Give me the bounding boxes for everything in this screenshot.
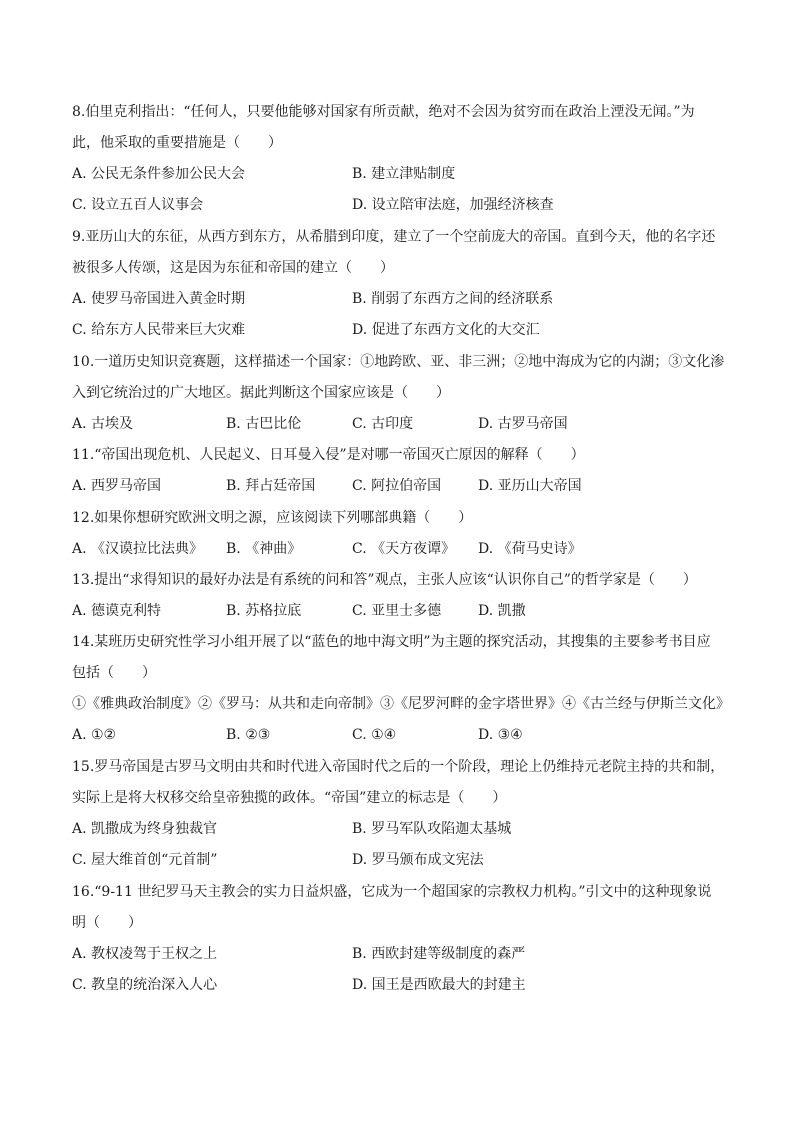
question-9-option-a: A. 使罗马帝国进入黄金时期: [72, 291, 246, 307]
question-16-option-b: B. 西欧封建等级制度的森严: [352, 946, 526, 962]
question-9-option-d: D. 促进了东西方文化的大交汇: [352, 322, 540, 338]
question-13-option-c: C. 亚里士多德: [352, 603, 442, 619]
question-10-option-b: B. 古巴比伦: [226, 416, 302, 432]
question-8-option-a: A. 公民无条件参加公民大会: [72, 166, 246, 182]
question-8-option-c: C. 设立五百人议事会: [72, 197, 204, 213]
question-9-stem-line-1: 9.亚历山大的东征，从西方到东方，从希腊到印度，建立了一个空前庞大的帝国。直到今天，他的名字还: [72, 229, 716, 245]
question-12-option-a: A. 《汉谟拉比法典》: [72, 541, 204, 557]
question-14-book-list: ①《雅典政治制度》②《罗马：从共和走向帝制》③《尼罗河畔的金字塔世界》④《古兰经与伊斯兰文化》: [72, 696, 730, 712]
question-8-option-d: D. 设立陪审法庭，加强经济核查: [352, 197, 554, 213]
question-13-option-a: A. 德谟克利特: [72, 603, 162, 619]
question-10-stem-line-2: 入到它统治过的广大地区。据此判断这个国家应该是（ ）: [72, 385, 450, 401]
question-10-option-d: D. 古罗马帝国: [478, 416, 568, 432]
question-16-option-a: A. 教权凌驾于王权之上: [72, 946, 218, 962]
question-16-option-c: C. 教皇的统治深入人心: [72, 977, 218, 993]
question-11-option-a: A. 西罗马帝国: [72, 478, 162, 494]
question-14-stem-line-2: 包括（ ）: [72, 665, 156, 681]
question-16-stem-line-1: 16.“9-11 世纪罗马天主教会的实力日益炽盛，它成为一个超国家的宗教权力机构。”引文中的这种现象说: [72, 884, 712, 900]
question-12-stem-line-1: 12.如果你想研究欧洲文明之源，应该阅读下列哪部典籍（ ）: [72, 510, 473, 526]
question-14-option-c: C. ①④: [352, 727, 397, 743]
question-10-stem-line-1: 10.一道历史知识竞赛题，这样描述一个国家：①地跨欧、亚、非三洲；②地中海成为它的内湖；③文化渗: [72, 354, 725, 370]
question-14-option-b: B. ②③: [226, 727, 271, 743]
question-9-stem-line-2: 被很多人传颂，这是因为东征和帝国的建立（ ）: [72, 260, 394, 276]
question-14-option-a: A. ①②: [72, 727, 117, 743]
question-16-stem-line-2: 明（ ）: [72, 915, 142, 931]
question-12-option-d: D. 《荷马史诗》: [478, 541, 582, 557]
question-9-option-b: B. 削弱了东西方之间的经济联系: [352, 291, 554, 307]
question-15-option-c: C. 屋大维首创“元首制”: [72, 852, 218, 868]
question-14-stem-line-1: 14.某班历史研究性学习小组开展了以“蓝色的地中海文明”为主题的探究活动，其搜集的主要参考书目应: [72, 634, 711, 650]
question-8-stem-line-1: 8.伯里克利指出：“任何人，只要他能够对国家有所贡献，绝对不会因为贫穷而在政治上湮没无闻。”为: [72, 104, 695, 120]
question-9-option-c: C. 给东方人民带来巨大灾难: [72, 322, 246, 338]
question-16-option-d: D. 国王是西欧最大的封建主: [352, 977, 526, 993]
question-15-option-d: D. 罗马颁布成文宪法: [352, 852, 484, 868]
question-8-option-b: B. 建立津贴制度: [352, 166, 456, 182]
question-11-option-d: D. 亚历山大帝国: [478, 478, 582, 494]
question-12-option-b: B. 《神曲》: [226, 541, 302, 557]
question-8-stem-line-2: 此，他采取的重要措施是（ ）: [72, 135, 282, 151]
question-12-option-c: C. 《天方夜谭》: [352, 541, 456, 557]
question-14-option-d: D. ③④: [478, 727, 523, 743]
question-11-option-c: C. 阿拉伯帝国: [352, 478, 442, 494]
question-15-option-a: A. 凯撒成为终身独裁官: [72, 821, 218, 837]
question-10-option-a: A. 古埃及: [72, 416, 134, 432]
question-15-stem-line-2: 实际上是将大权移交给皇帝独揽的政体。“帝国”建立的标志是（ ）: [72, 790, 507, 806]
question-10-option-c: C. 古印度: [352, 416, 414, 432]
question-13-option-d: D. 凯撒: [478, 603, 526, 619]
question-11-stem-line-1: 11.“帝国出现危机、人民起义、日耳曼入侵”是对哪一帝国灭亡原因的解释（ ）: [72, 447, 585, 463]
question-13-stem-line-1: 13.提出“求得知识的最好办法是有系统的问和答”观点，主张人应该“认识你自己”的哲学家是（ ）: [72, 572, 697, 588]
question-15-option-b: B. 罗马军队攻陷迦太基城: [352, 821, 512, 837]
question-15-stem-line-1: 15.罗马帝国是古罗马文明由共和时代进入帝国时代之后的一个阶段，理论上仍维持元老院主持的共和制，: [72, 759, 725, 775]
question-13-option-b: B. 苏格拉底: [226, 603, 302, 619]
question-11-option-b: B. 拜占廷帝国: [226, 478, 316, 494]
